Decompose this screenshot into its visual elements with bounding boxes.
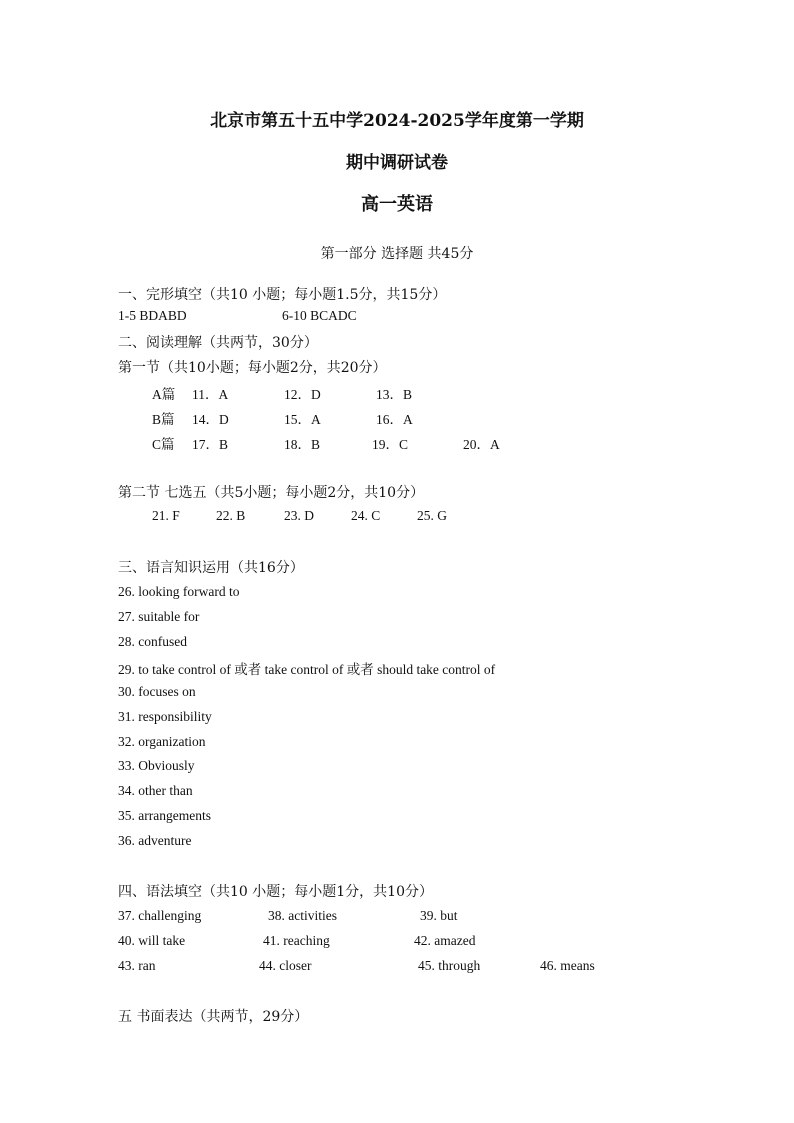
answer-line: 29. to take control of 或者 take control of 或者 should take control of — [118, 662, 496, 677]
answer-item: 45. through — [418, 958, 481, 973]
answer-line: 31. responsibility — [118, 709, 212, 724]
answer-item: 15．A — [284, 412, 321, 427]
answer-line: 26. looking forward to — [118, 584, 240, 599]
section4-heading: 四、语法填空（共10 小题；每小题1分，共10分） — [118, 884, 433, 900]
answer-item: 14．D — [192, 412, 229, 427]
section2-part2-heading: 第二节 七选五（共5小题；每小题2分，共10分） — [118, 485, 425, 501]
answer-item: 43. ran — [118, 958, 156, 973]
answer-line: 32. organization — [118, 734, 206, 749]
answer-item: 39. but — [420, 908, 458, 923]
answer-item: 13．B — [376, 387, 413, 402]
section3-heading: 三、语言知识运用（共16分） — [118, 560, 304, 576]
passage-label: C篇 — [152, 437, 175, 452]
answer-item: 22. B — [216, 508, 246, 523]
answer-item: 44. closer — [259, 958, 312, 973]
answer-line: 35. arrangements — [118, 808, 211, 823]
answer-1-5: 1-5 BDABD — [118, 308, 187, 323]
answer-item: 37. challenging — [118, 908, 202, 923]
answer-item: 16．A — [376, 412, 413, 427]
answer-item: 42. amazed — [414, 933, 476, 948]
answer-item: 38. activities — [268, 908, 337, 923]
section2-part1-heading: 第一节（共10小题；每小题2分，共20分） — [118, 360, 387, 376]
exam-subtitle: 期中调研试卷 — [346, 153, 448, 173]
answer-line: 34. other than — [118, 783, 193, 798]
answer-item: 23. D — [284, 508, 314, 523]
answer-item: 12．D — [284, 387, 321, 402]
answer-item: 21. F — [152, 508, 180, 523]
answer-line: 36. adventure — [118, 833, 192, 848]
answer-line: 28. confused — [118, 634, 187, 649]
section2-heading: 二、阅读理解（共两节，30分） — [118, 335, 318, 351]
answer-line: 27. suitable for — [118, 609, 200, 624]
answer-item: 20．A — [463, 437, 500, 452]
answer-6-10: 6-10 BCADC — [282, 308, 357, 323]
passage-label: A篇 — [152, 387, 176, 402]
answer-item: 41. reaching — [263, 933, 330, 948]
answer-item: 25. G — [417, 508, 447, 523]
section5-heading: 五 书面表达（共两节，29分） — [118, 1009, 309, 1025]
answer-item: 18．B — [284, 437, 321, 452]
answer-item: 17．B — [192, 437, 229, 452]
part-heading: 第一部分 选择题 共45分 — [320, 246, 474, 262]
passage-label: B篇 — [152, 412, 175, 427]
answer-line: 33. Obviously — [118, 758, 195, 773]
exam-title: 北京市第五十五中学2024-2025学年度第一学期 — [210, 111, 584, 131]
answer-item: 19．C — [372, 437, 409, 452]
subject-title: 高一英语 — [361, 194, 433, 215]
answer-line: 30. focuses on — [118, 684, 196, 699]
answer-item: 24. C — [351, 508, 381, 523]
section1-heading: 一、完形填空（共10 小题；每小题1.5分，共15分） — [118, 287, 447, 303]
answer-item: 46. means — [540, 958, 595, 973]
answer-item: 11．A — [192, 387, 229, 402]
answer-item: 40. will take — [118, 933, 186, 948]
